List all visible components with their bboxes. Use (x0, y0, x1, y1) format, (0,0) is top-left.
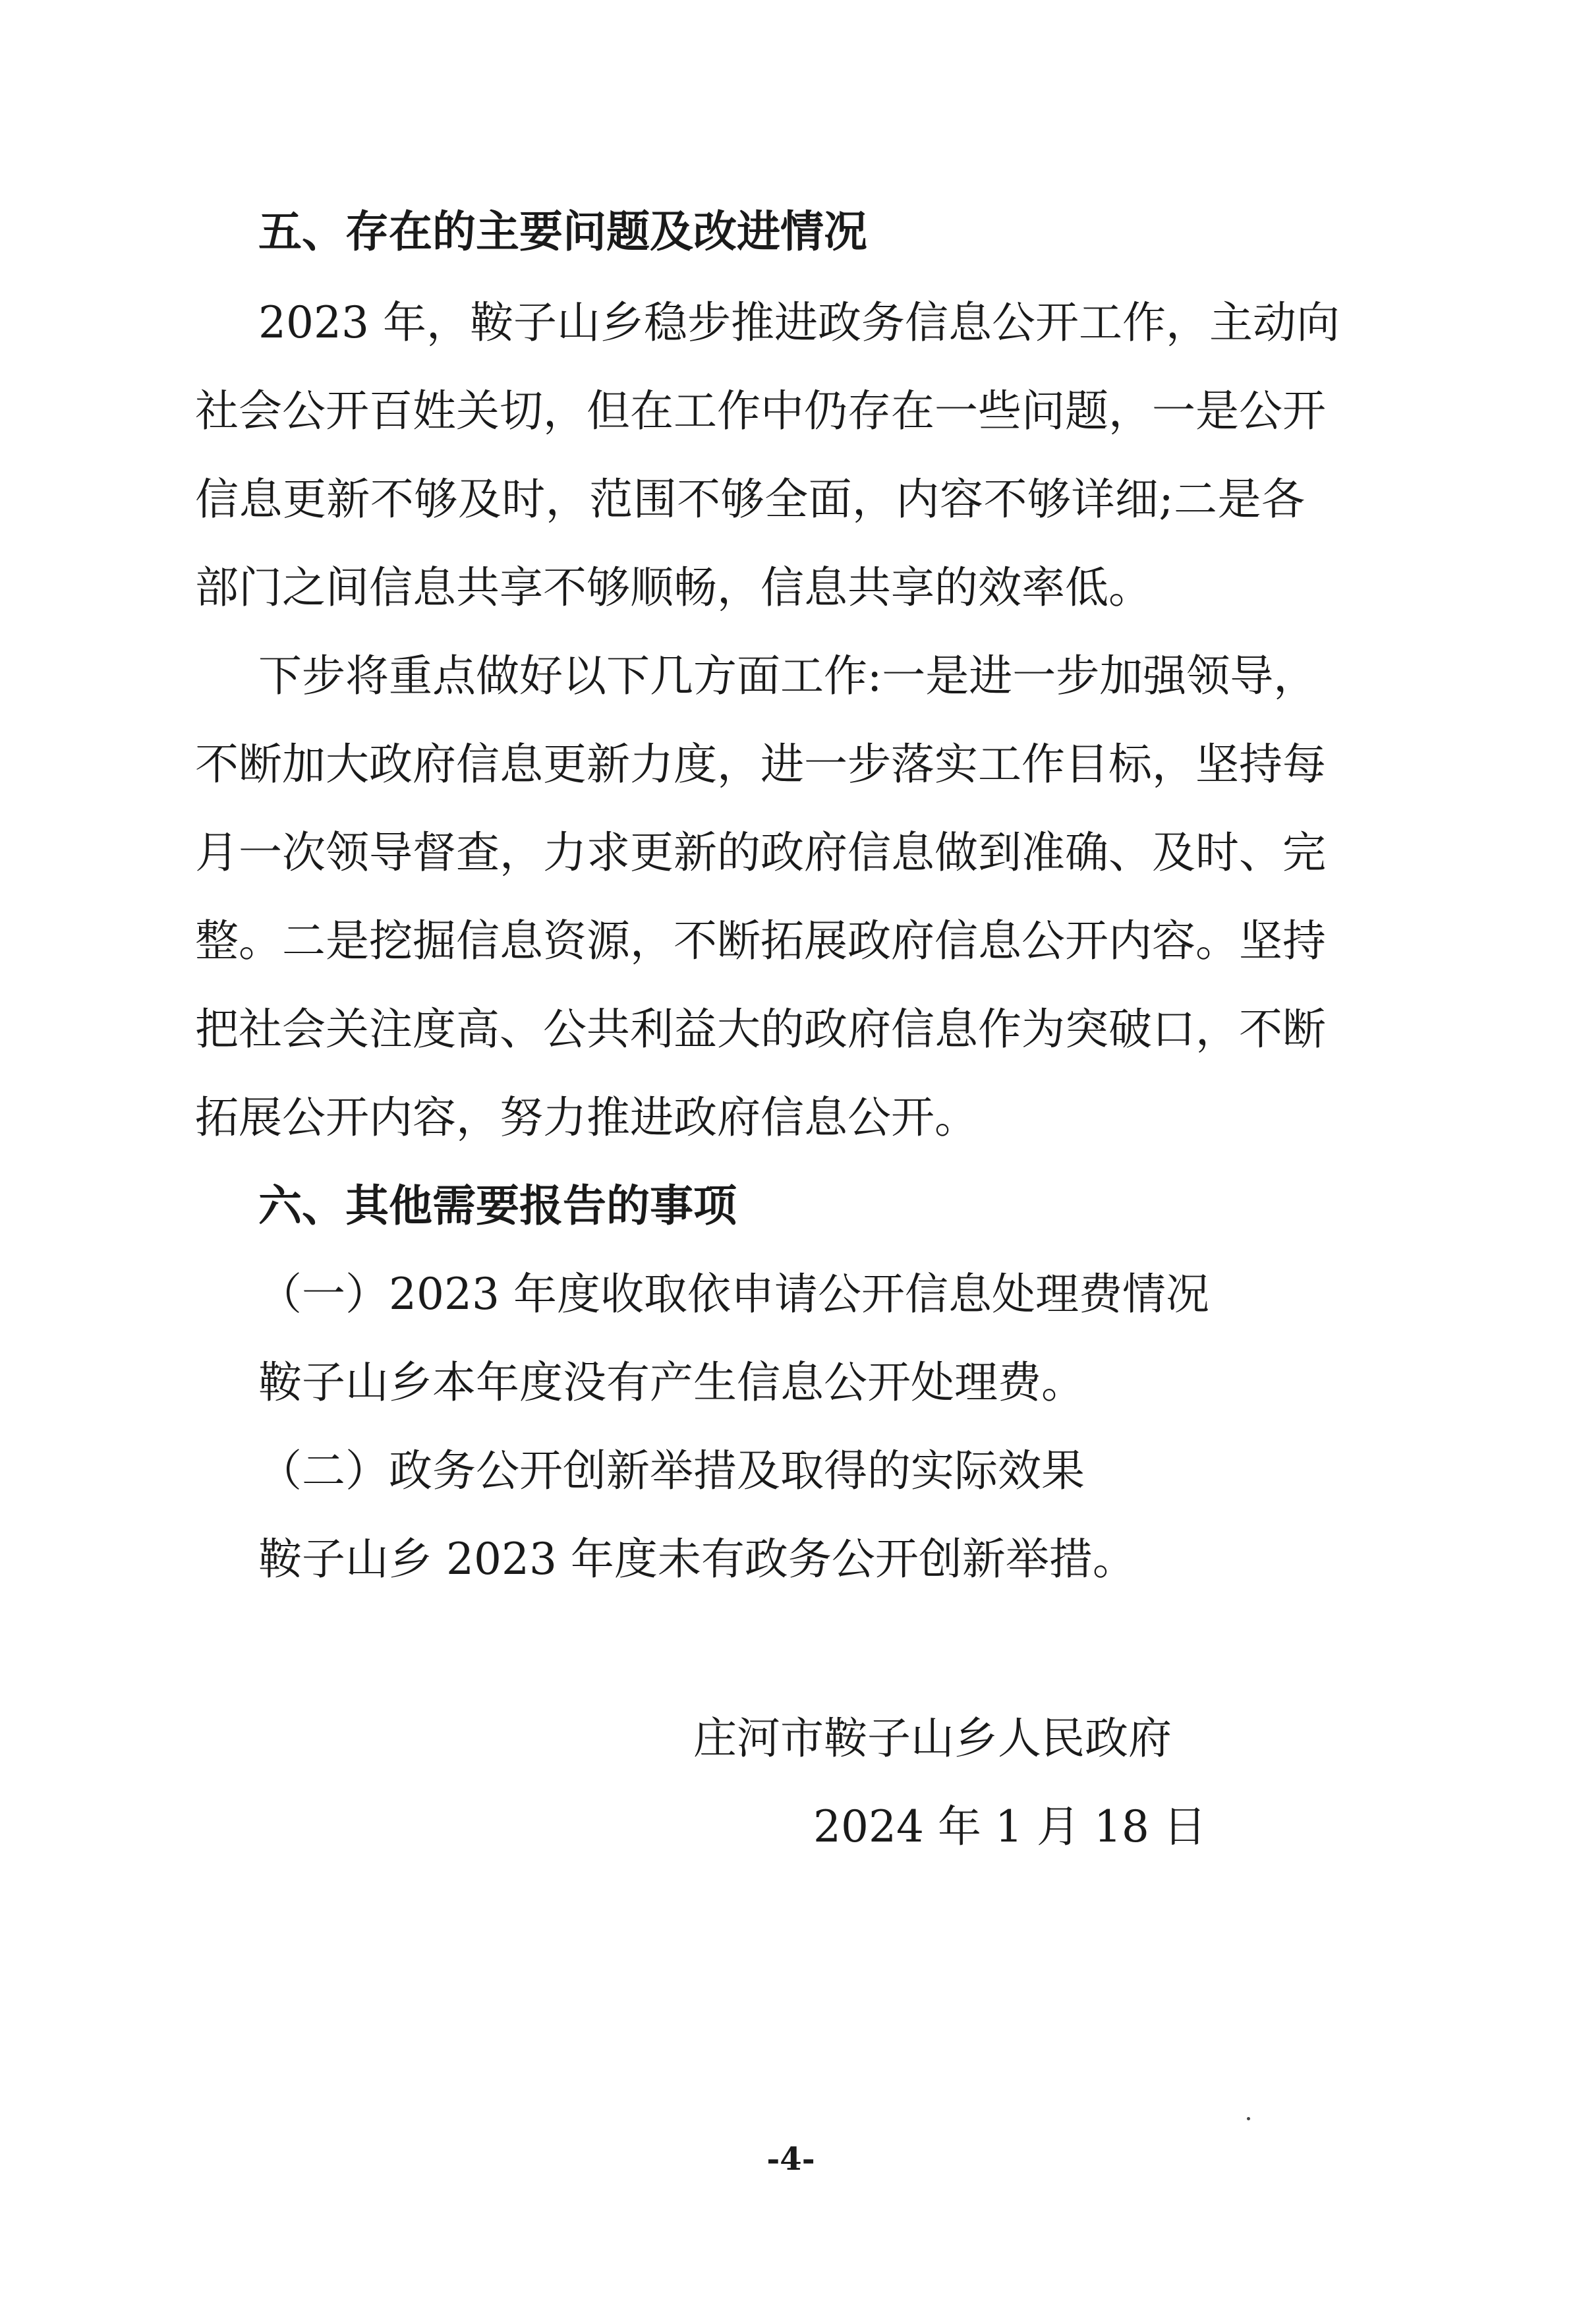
section6-item2-text: 鞍子山乡 2023 年度未有政务公开创新举措。 (258, 1534, 1136, 1584)
section5-para2-line1: 下步将重点做好以下几方面工作:一是进一步加强领导， (258, 651, 1317, 701)
signature-org: 庄河市鞍子山乡人民政府 (693, 1713, 1172, 1764)
section6-heading: 六、其他需要报告的事项 (258, 1180, 737, 1231)
section5-para1-line3: 信息更新不够及时，范围不够全面，内容不够详细;二是各 (195, 474, 1305, 525)
signature-date: 2024 年 1 月 18 日 (813, 1801, 1207, 1852)
section5-para2-line2: 不断加大政府信息更新力度，进一步落实工作目标，坚持每 (195, 739, 1326, 790)
section5-para1-line1: 2023 年，鞍子山乡稳步推进政务信息公开工作，主动向 (258, 297, 1340, 348)
section5-heading: 五、存在的主要问题及改进情况 (258, 206, 867, 257)
section6-item2-title: （二）政务公开创新举措及取得的实际效果 (258, 1445, 1085, 1496)
section6-item1-text: 鞍子山乡本年度没有产生信息公开处理费。 (258, 1357, 1085, 1408)
section5-para1-line4: 部门之间信息共享不够顺畅，信息共享的效率低。 (195, 562, 1152, 613)
section5-para2-line4: 整。二是挖掘信息资源，不断拓展政府信息公开内容。坚持 (195, 915, 1326, 966)
section6-item1-title: （一）2023 年度收取依申请公开信息处理费情况 (258, 1269, 1209, 1320)
section5-para2-line6: 拓展公开内容，努力推进政府信息公开。 (195, 1092, 978, 1143)
scan-speck (1247, 2117, 1250, 2120)
page-number: -4- (766, 2141, 815, 2178)
section5-para1-line2: 社会公开百姓关切，但在工作中仍存在一些问题，一是公开 (195, 386, 1326, 436)
section5-para2-line3: 月一次领导督查，力求更新的政府信息做到准确、及时、完 (195, 827, 1326, 878)
section5-para2-line5: 把社会关注度高、公共利益大的政府信息作为突破口，不断 (195, 1004, 1326, 1055)
